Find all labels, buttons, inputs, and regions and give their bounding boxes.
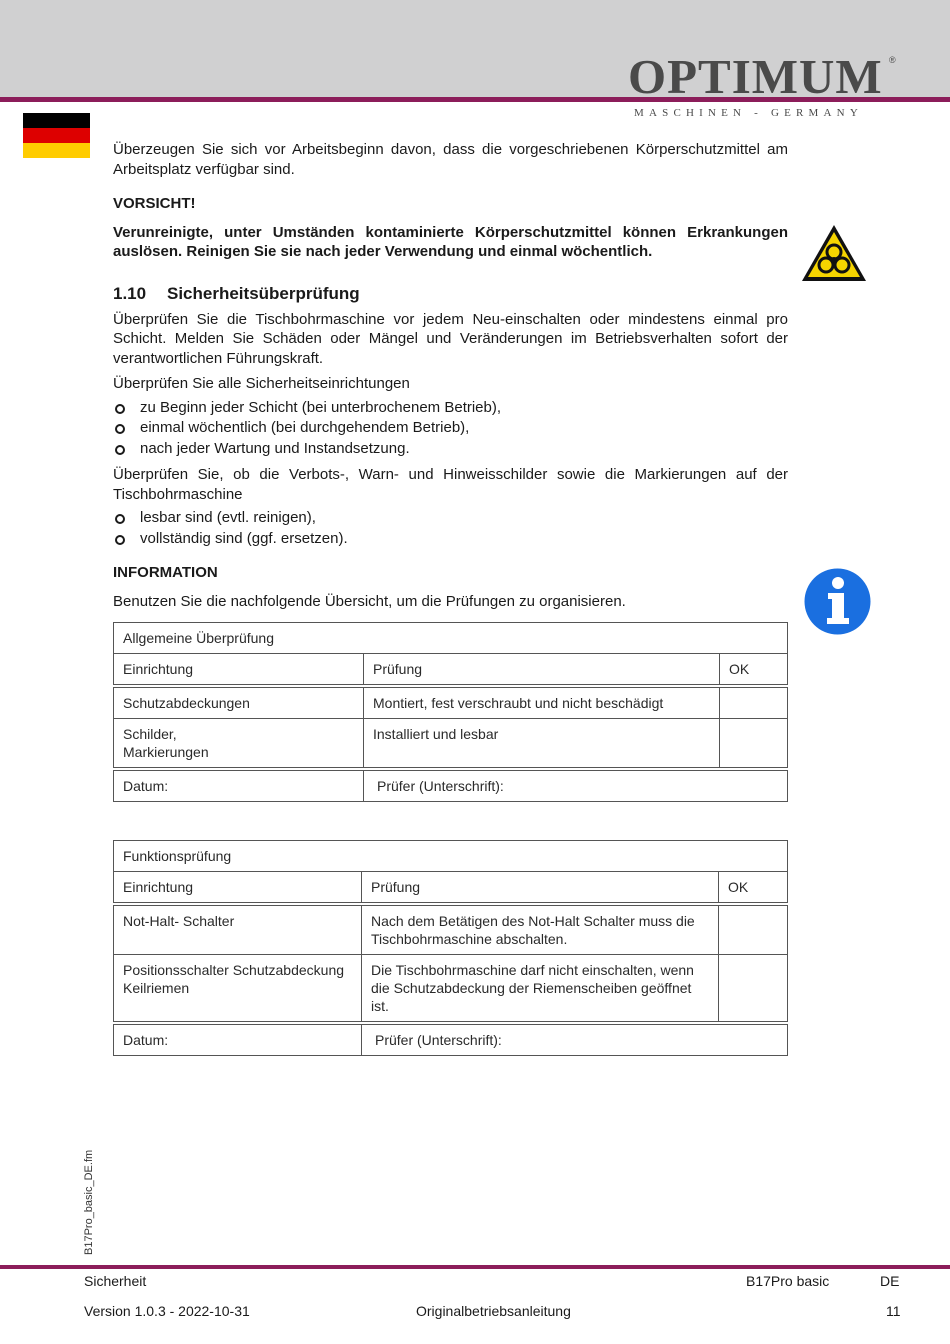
footer-language: DE	[880, 1273, 900, 1289]
bullet-icon	[115, 404, 125, 414]
bullet-icon	[115, 514, 125, 524]
caution-label: VORSICHT!	[113, 195, 196, 212]
footer-accent-line	[0, 1265, 950, 1269]
german-flag-icon	[23, 113, 90, 158]
bullet-icon	[115, 424, 125, 434]
signs-paragraph: Überprüfen Sie, ob die Verbots-, Warn- und Hinweisschilder sowie die Markierungen auf der Tischbohrmaschine	[113, 466, 788, 503]
bullet-icon	[115, 535, 125, 545]
column-header-ok: OK	[720, 654, 788, 687]
date-field[interactable]: Datum:	[114, 769, 364, 802]
caution-text: Verunreinigte, unter Umständen kontaminierte Körperschutzmittel können Erkrankungen auslösen. Reinigen Sie sie nach jeder Verwendung und einmal wöchentlich.	[113, 223, 788, 260]
section-number: 1.10	[113, 283, 147, 303]
check-paragraph: Überprüfen Sie die Tischbohrmaschine vor jedem Neu-einschalten oder mindestens einmal pro Schicht. Melden Sie Schäden oder Mängel und Veränderungen im Betriebsverhalten sofort der verantwortlichen Führungskraft.	[113, 310, 788, 367]
information-text: Benutzen Sie die nachfolgende Übersicht, um die Prüfungen zu organisieren.	[113, 592, 626, 610]
table-row: Not-Halt- Schalter Nach dem Betätigen des Not-Halt Schalter muss die Tischbohrmaschine abschalten.	[114, 904, 788, 955]
sidebar-filename: B17Pro_basic_DE.fm	[83, 1149, 95, 1255]
list-item: vollständig sind (ggf. ersetzen).	[113, 529, 788, 550]
info-icon	[804, 568, 871, 635]
brand-logo: OPTIMUM	[628, 49, 883, 104]
list-item: nach jeder Wartung und Instandsetzung.	[113, 439, 788, 460]
date-field[interactable]: Datum:	[114, 1023, 362, 1056]
signs-list	[113, 508, 788, 549]
logo-registered-mark: ®	[889, 55, 896, 65]
ok-checkbox-cell[interactable]	[720, 686, 788, 719]
table-row: Positionsschalter Schutzabdeckung Keilriemen Die Tischbohrmaschine darf nicht einschalten, wenn die Schutzabdeckung der Riemenscheiben geöffnet ist.	[114, 955, 788, 1024]
devices-list	[113, 398, 788, 460]
ok-checkbox-cell[interactable]	[719, 955, 788, 1024]
ok-checkbox-cell[interactable]	[720, 719, 788, 770]
footer-chapter: Sicherheit	[84, 1273, 147, 1289]
column-header-ok: OK	[719, 872, 788, 905]
table-row: Schutzabdeckungen Montiert, fest verschraubt und nicht beschädigt	[114, 686, 788, 719]
table-row: Schilder, Markierungen Installiert und lesbar	[114, 719, 788, 770]
footer-page-number: 11	[886, 1303, 901, 1319]
function-check-table	[113, 840, 788, 1056]
footer-doc-type: Originalbetriebsanleitung	[416, 1303, 571, 1319]
main-content	[113, 140, 788, 1056]
column-header-device: Einrichtung	[114, 654, 364, 687]
footer-product: B17Pro basic	[746, 1273, 830, 1289]
footer-version: Version 1.0.3 - 2022-10-31	[84, 1303, 250, 1319]
column-header-device: Einrichtung	[114, 872, 362, 905]
table-title: Funktionsprüfung	[114, 841, 788, 872]
signature-field[interactable]: Prüfer (Unterschrift):	[364, 769, 788, 802]
logo-subtitle: MASCHINEN - GERMANY	[634, 107, 863, 119]
devices-paragraph: Überprüfen Sie alle Sicherheitseinrichtungen	[113, 375, 410, 392]
bullet-icon	[115, 445, 125, 455]
signature-field[interactable]: Prüfer (Unterschrift):	[362, 1023, 788, 1056]
general-check-table	[113, 622, 788, 802]
column-header-check: Prüfung	[364, 654, 720, 687]
table-title: Allgemeine Überprüfung	[114, 623, 788, 654]
biohazard-icon	[800, 223, 868, 283]
section-title: Sicherheitsüberprüfung	[167, 283, 360, 303]
list-item: lesbar sind (evtl. reinigen),	[113, 508, 788, 529]
list-item: zu Beginn jeder Schicht (bei unterbrochenem Betrieb),	[113, 398, 788, 419]
section-heading	[113, 284, 788, 304]
column-header-check: Prüfung	[362, 872, 719, 905]
intro-paragraph: Überzeugen Sie sich vor Arbeitsbeginn davon, dass die vorgeschriebenen Körperschutzmittel am Arbeitsplatz verfügbar sind.	[113, 141, 788, 178]
list-item: einmal wöchentlich (bei durchgehendem Betrieb),	[113, 418, 788, 439]
information-label: INFORMATION	[113, 564, 218, 581]
ok-checkbox-cell[interactable]	[719, 904, 788, 955]
